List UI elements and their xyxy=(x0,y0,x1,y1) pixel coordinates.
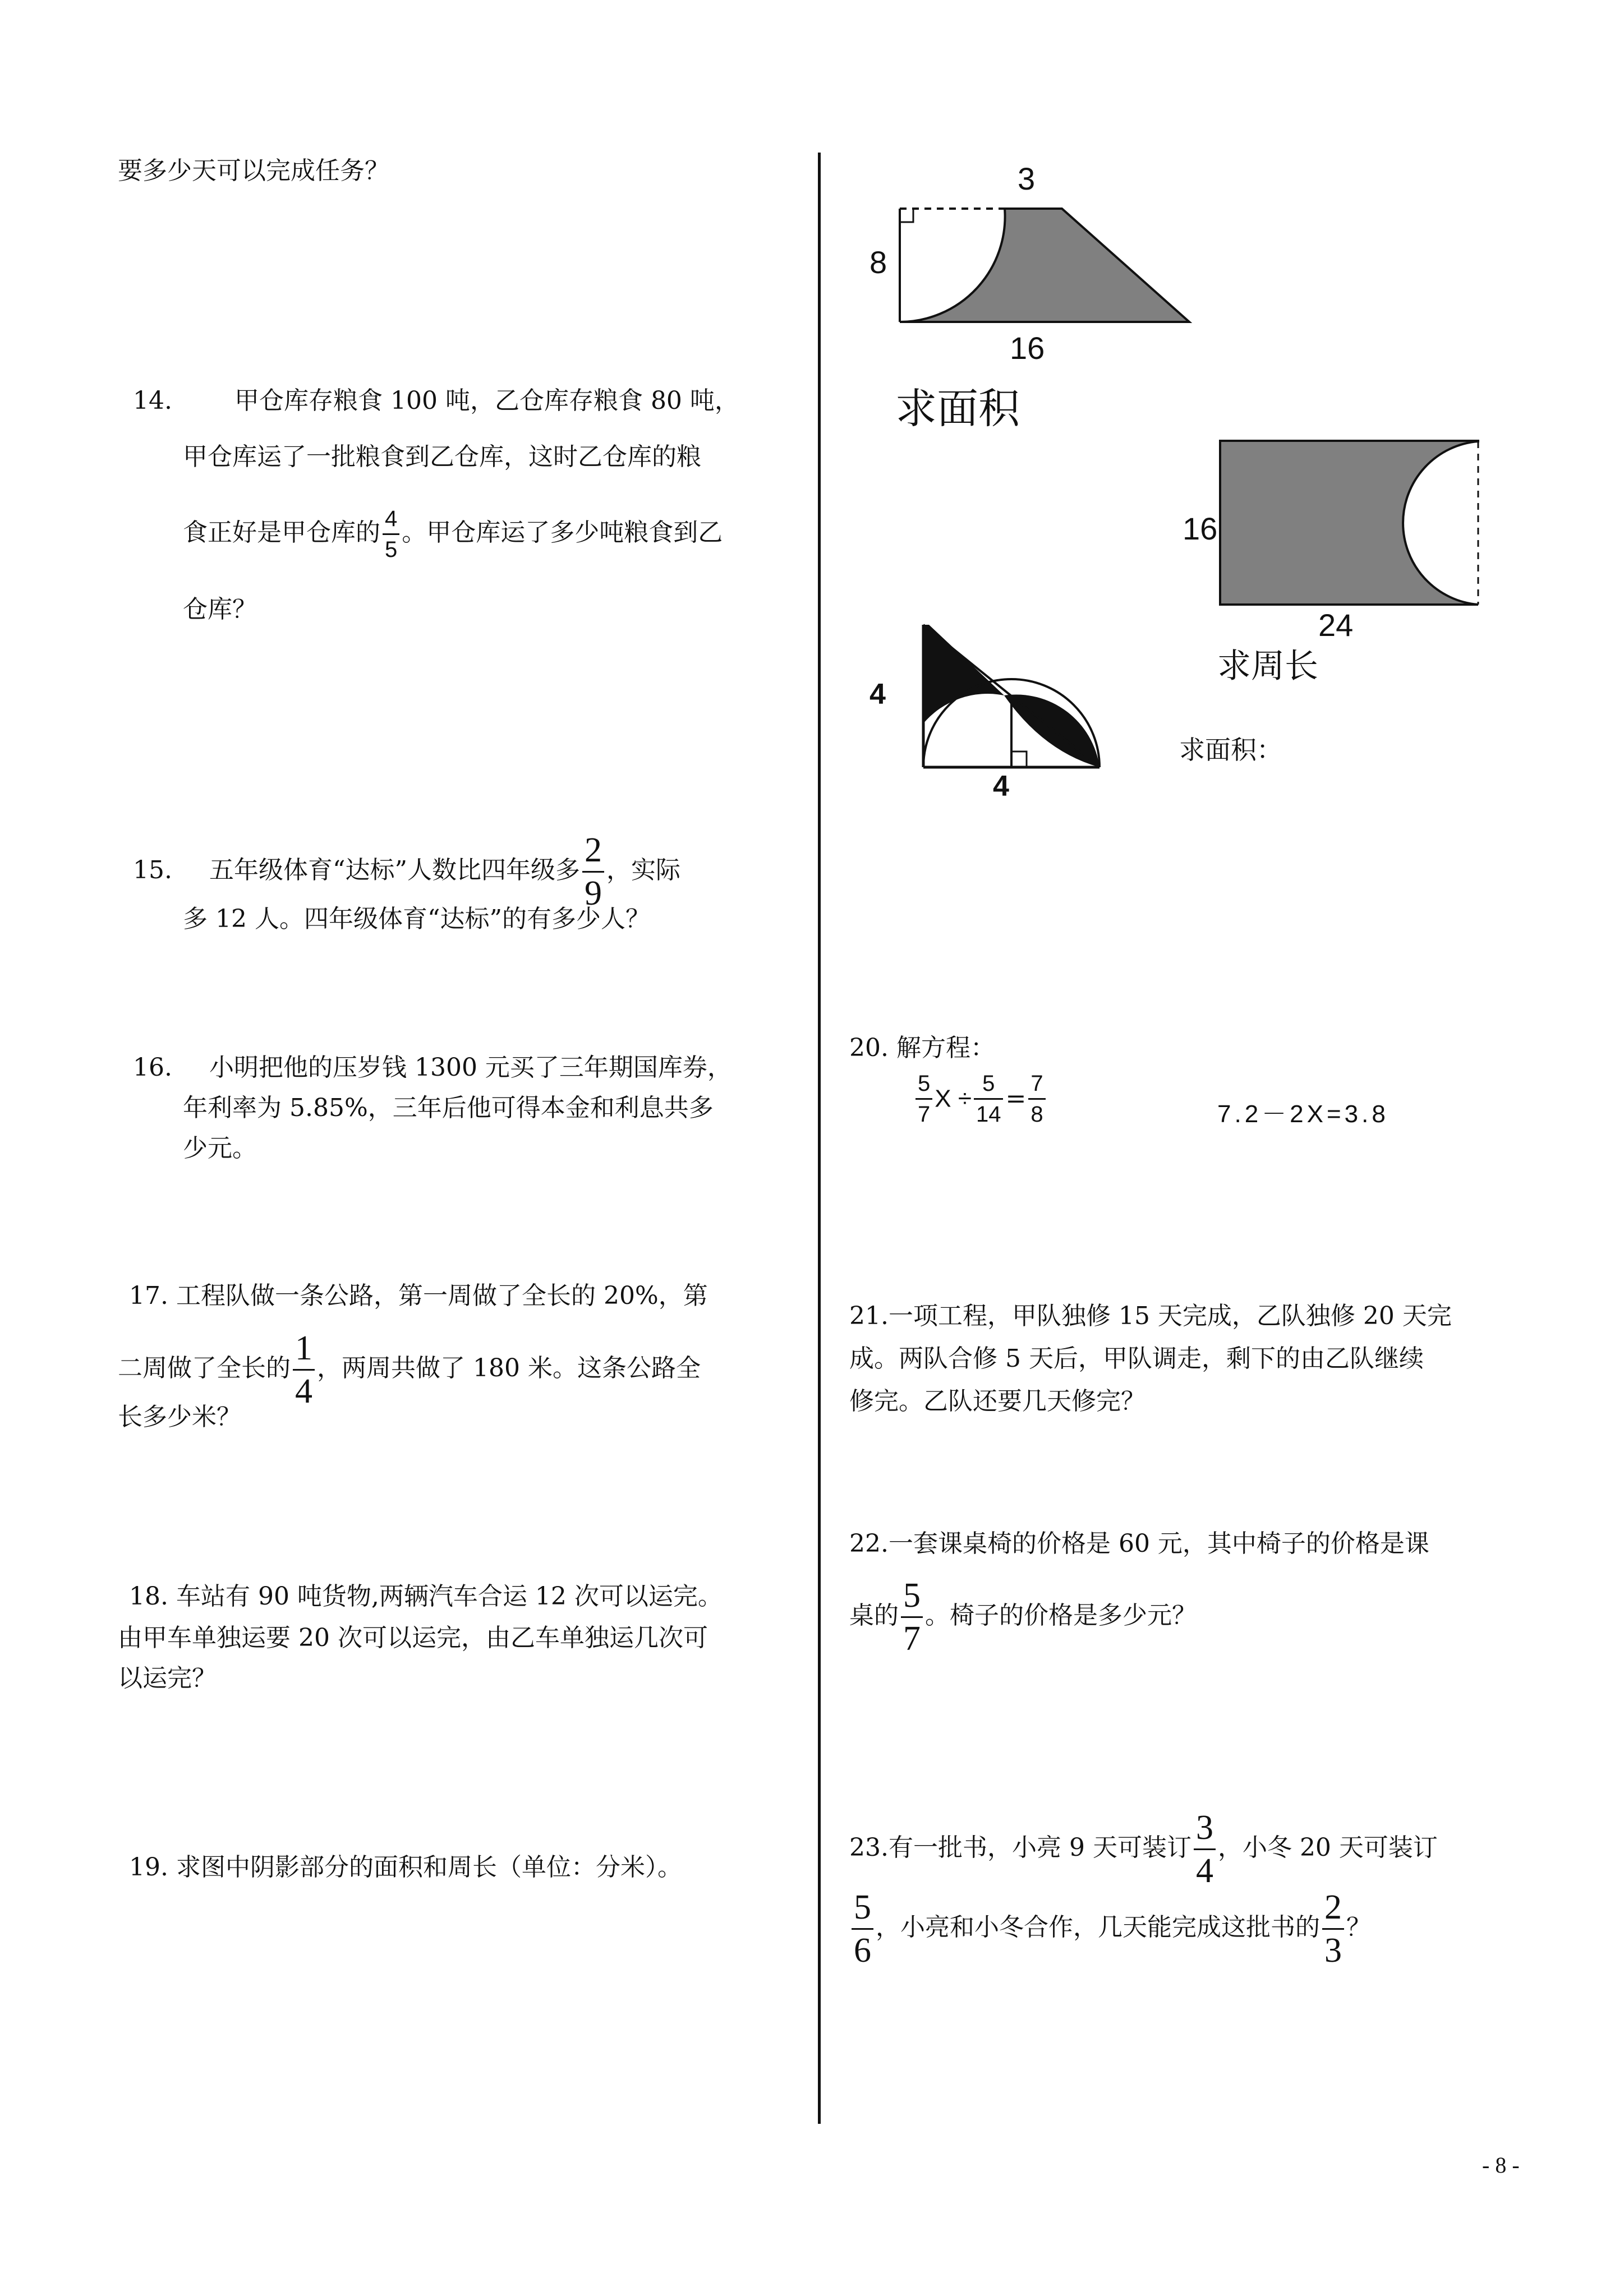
q20-frac-b-num: 5 xyxy=(974,1072,1004,1100)
q21-line3: 修完。乙队还要几天修完？ xyxy=(849,1387,1145,1416)
q17-frac-den: 4 xyxy=(295,1372,312,1410)
fig1-top-label: 3 xyxy=(1018,161,1036,196)
q19-text: 19. 求图中阴影部分的面积和周长（单位：分米）。 xyxy=(129,1853,682,1882)
q14-number: 14. xyxy=(133,386,172,415)
fig2-shaded-region xyxy=(1220,441,1478,605)
q17-line3: 长多少米？ xyxy=(118,1403,241,1431)
q23-frac3-num: 2 xyxy=(1322,1890,1344,1930)
q14-frac-den: 5 xyxy=(385,537,398,562)
q22-frac-num: 5 xyxy=(901,1578,923,1618)
q15-line1-post: ，实际 xyxy=(606,856,680,884)
q22-line2-post: 。椅子的价格是多少元？ xyxy=(925,1601,1197,1630)
q23-frac1-num: 3 xyxy=(1194,1810,1216,1850)
fig1-left-label: 8 xyxy=(869,245,887,280)
q14-fraction xyxy=(383,508,399,561)
q21-line1: 21.一项工程，甲队独修 15 天完成，乙队独修 20 天完 xyxy=(849,1302,1452,1330)
q16-number: 16. xyxy=(133,1053,172,1082)
figure-rectangle xyxy=(1220,441,1478,605)
fig2-left-label: 16 xyxy=(1183,511,1218,546)
q22-line1: 22.一套课桌椅的价格是 60 元，其中椅子的价格是课 xyxy=(849,1529,1429,1558)
q20-equation1 xyxy=(913,1072,1048,1126)
q17-line2-pre: 二周做了全长的 xyxy=(118,1354,291,1382)
q20-frac-c-num: 7 xyxy=(1028,1072,1045,1100)
q20-frac-c-den: 8 xyxy=(1030,1102,1043,1127)
q23-line1-post: ，小冬 20 天可装订 xyxy=(1217,1833,1438,1862)
q20-frac-c xyxy=(1028,1072,1045,1126)
q20-equals: = xyxy=(1005,1084,1027,1113)
q23-line1 xyxy=(849,1810,1438,1888)
q22-frac-den: 7 xyxy=(903,1620,921,1658)
q21-line2: 成。两队合修 5 天后，甲队调走，剩下的由乙队继续 xyxy=(849,1344,1424,1373)
q23-frac2-num: 5 xyxy=(852,1890,873,1930)
q17-fraction xyxy=(293,1331,315,1409)
q17-line2-post: ，两周共做了 180 米。这条公路全 xyxy=(317,1354,701,1382)
q14-line4: 仓库？ xyxy=(183,595,257,624)
q15-line2: 多 12 人。四年级体育“达标”的有多少人？ xyxy=(183,905,650,933)
q13-tail: 要多少天可以完成任务？ xyxy=(118,156,389,185)
q16-line1-text: 小明把他的压岁钱 1300 元买了三年期国库券， xyxy=(209,1053,732,1082)
q23-fraction3 xyxy=(1322,1890,1344,1968)
fig3-bottom-label: 4 xyxy=(993,770,1009,803)
q15-line1-pre: 五年级体育“达标”人数比四年级多 xyxy=(209,856,580,884)
q20-equation2: 7.2－2X=3.8 xyxy=(1217,1100,1389,1128)
fig3-right-angle-mark xyxy=(1011,751,1027,767)
fig3-caption: 求面积： xyxy=(1179,735,1282,765)
fig1-bottom-label: 16 xyxy=(1010,330,1045,366)
q14-line3 xyxy=(183,506,723,561)
q18-line2: 由甲车单独运要 20 次可以运完，由乙车单独运几次可 xyxy=(118,1624,708,1652)
q23-fraction1 xyxy=(1194,1810,1216,1888)
q18-line3: 以运完？ xyxy=(118,1664,217,1693)
figure-triangle xyxy=(923,625,1099,767)
q17-frac-num: 1 xyxy=(293,1331,315,1371)
fig3-shaded-upper xyxy=(923,625,1004,723)
fig1-shaded-region xyxy=(900,209,1189,322)
q22-fraction xyxy=(901,1578,923,1656)
q23-frac3-den: 3 xyxy=(1324,1931,1342,1970)
q20-frac-b xyxy=(974,1072,1004,1126)
q14-line1: 甲仓库存粮食 100 吨，乙仓库存粮食 80 吨， xyxy=(234,386,739,415)
q20-frac-a xyxy=(915,1072,932,1126)
q23-line2-mid: ，小亮和小冬合作，几天能完成这批书的 xyxy=(876,1913,1320,1942)
q14-line3-pre: 食正好是甲仓库的 xyxy=(183,518,380,547)
q20-title: 20. 解方程： xyxy=(849,1034,995,1062)
q14-line2: 甲仓库运了一批粮食到乙仓库，这时乙仓库的粮 xyxy=(183,442,701,471)
q23-frac2-den: 6 xyxy=(854,1931,871,1970)
q23-fraction2 xyxy=(852,1890,873,1968)
page-number: - 8 - xyxy=(1482,2152,1520,2178)
q23-line2-post: ？ xyxy=(1346,1913,1371,1942)
q20-frac-a-den: 7 xyxy=(918,1102,931,1127)
fig2-bottom-label: 24 xyxy=(1318,607,1354,643)
q20-frac-a-num: 5 xyxy=(915,1072,932,1100)
q20-x-divide: X ÷ xyxy=(935,1085,972,1113)
fig3-left-label: 4 xyxy=(869,678,886,711)
q22-line2 xyxy=(849,1578,1197,1656)
q14-frac-num: 4 xyxy=(383,508,399,535)
q20-frac-b-den: 14 xyxy=(976,1102,1001,1127)
q15-frac-den: 9 xyxy=(584,874,602,912)
q15-number: 15. xyxy=(133,856,172,884)
q16-line2: 年利率为 5.85%，三年后他可得本金和利息共多 xyxy=(183,1094,714,1122)
q17-line1: 17. 工程队做一条公路，第一周做了全长的 20%，第 xyxy=(129,1281,708,1310)
column-divider xyxy=(818,153,821,2124)
q18-line1: 18. 车站有 90 吨货物,两辆汽车合运 12 次可以运完。 xyxy=(129,1582,723,1611)
figure-trapezoid xyxy=(900,209,1189,322)
q22-line2-pre: 桌的 xyxy=(849,1601,899,1630)
q23-frac1-den: 4 xyxy=(1195,1852,1213,1890)
q14-line3-post: 。甲仓库运了多少吨粮食到乙 xyxy=(402,518,723,547)
q15-frac-num: 2 xyxy=(582,833,604,873)
q23-line2 xyxy=(849,1890,1371,1968)
geometry-figures xyxy=(841,157,1571,819)
fig1-right-angle-mark xyxy=(900,209,913,222)
q16-line3: 少元。 xyxy=(183,1134,257,1163)
q23-line1-pre: 23.有一批书，小亮 9 天可装订 xyxy=(849,1833,1191,1862)
fig1-caption: 求面积 xyxy=(895,385,1020,432)
fig2-caption: 求周长 xyxy=(1217,647,1318,685)
